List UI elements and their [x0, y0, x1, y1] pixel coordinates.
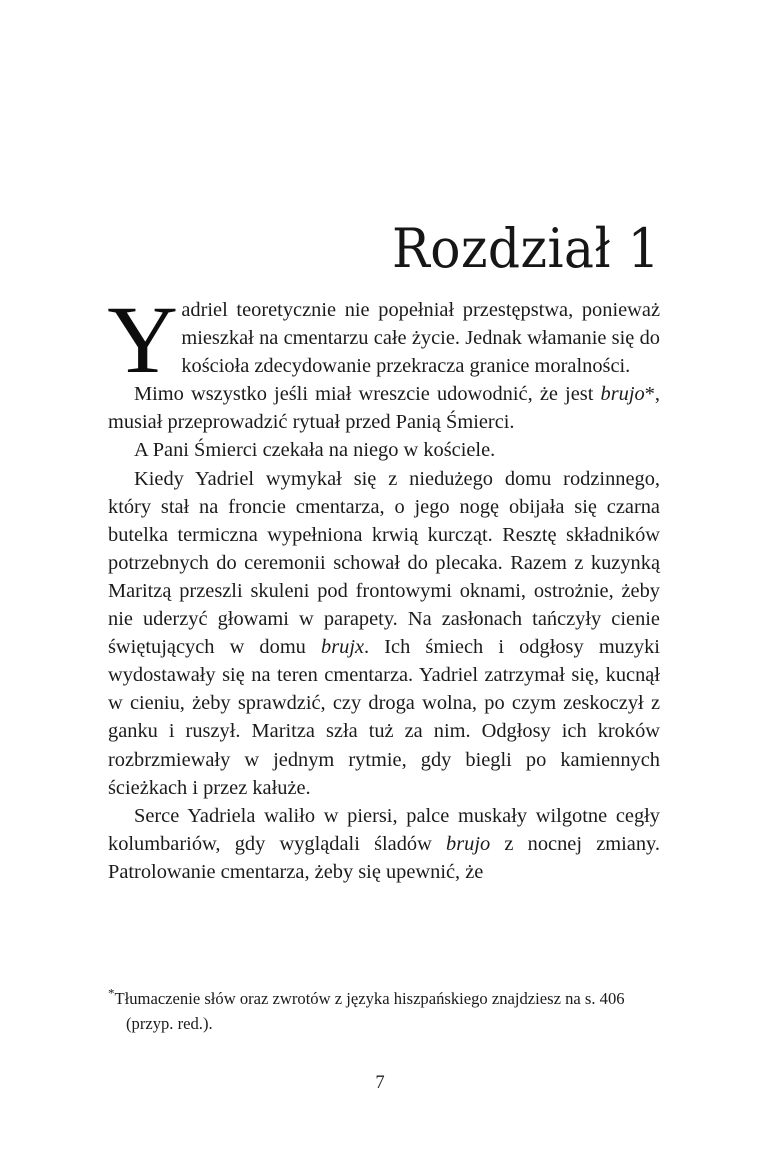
- text-run: Serce Yadriela waliło w piersi, palce muskały wilgotne cegły kolumbariów, gdy wyglądali śladów: [108, 804, 660, 855]
- chapter-title: Rozdział 1: [392, 217, 660, 281]
- paragraph-container: [107, 286, 660, 886]
- text-run: Mimo wszystko jeśli miał wreszcie udowodnić, że jest: [134, 383, 601, 406]
- text-run: . Ich śmiech i odgłosy muzyki wydostawały się na teren cmentarza. Yadriel zatrzymał się, kucnął w cieniu, żeby sprawdzić, czy droga wolna, po czym zeskoczył z ganku i ruszył. Maritza szła tuż za nim. Odgłosy ich kroków rozbrzmiewały w jednym rytmie, gdy biegli po kamiennych ścieżkach i przez kałuże.: [108, 636, 660, 799]
- text-run: A Pani Śmierci czekała na niego w kościele.: [134, 439, 496, 462]
- drop-cap: Y: [107, 286, 179, 393]
- footnote-text: Tłumaczenie słów oraz zwrotów z języka hiszpańskiego znajdziesz na s. 406 (przyp. red.).: [114, 989, 625, 1033]
- paragraph: [108, 380, 660, 436]
- italic-term: brujx: [321, 636, 365, 659]
- paragraph: [108, 465, 660, 802]
- italic-term: brujo: [446, 832, 491, 855]
- footnote-line: [108, 986, 668, 1036]
- footnote: [108, 986, 668, 1036]
- paragraph: [107, 286, 660, 393]
- text-run: Kiedy Yadriel wymykał się z niedużego domu rodzinnego, który stał na froncie cmentarza, o jego nogę obijała się czarna butelka termiczna wypełniona krwią kurcząt. Resztę składników potrzebnych do ceremonii schował do plecaka. Razem z kuzynką Maritzą przeszli skuleni pod frontowymi oknami, ostrożnie, żeby nie uderzyć głowami w parapety. Na zasłonach tańczyły cienie świętujących w domu: [108, 467, 660, 659]
- footnote-marker: *: [108, 985, 115, 1001]
- body-text-block: [107, 286, 660, 886]
- italic-term: brujo: [600, 383, 645, 406]
- text-run: z nocnej zmiany. Patrolowanie cmentarza, żeby się upewnić, że: [108, 832, 660, 883]
- paragraph: [108, 802, 660, 886]
- text-run: adriel teoretycznie nie popełniał przestępstwa, ponieważ mieszkał na cmentarzu całe życie. Jednak włamanie się do kościoła zdecydowanie przekracza granice moralności.: [181, 299, 660, 378]
- paragraph: [108, 436, 660, 464]
- page-number: 7: [375, 1073, 385, 1093]
- text-run: *, musiał przeprowadzić rytuał przed Panią Śmierci.: [108, 383, 660, 434]
